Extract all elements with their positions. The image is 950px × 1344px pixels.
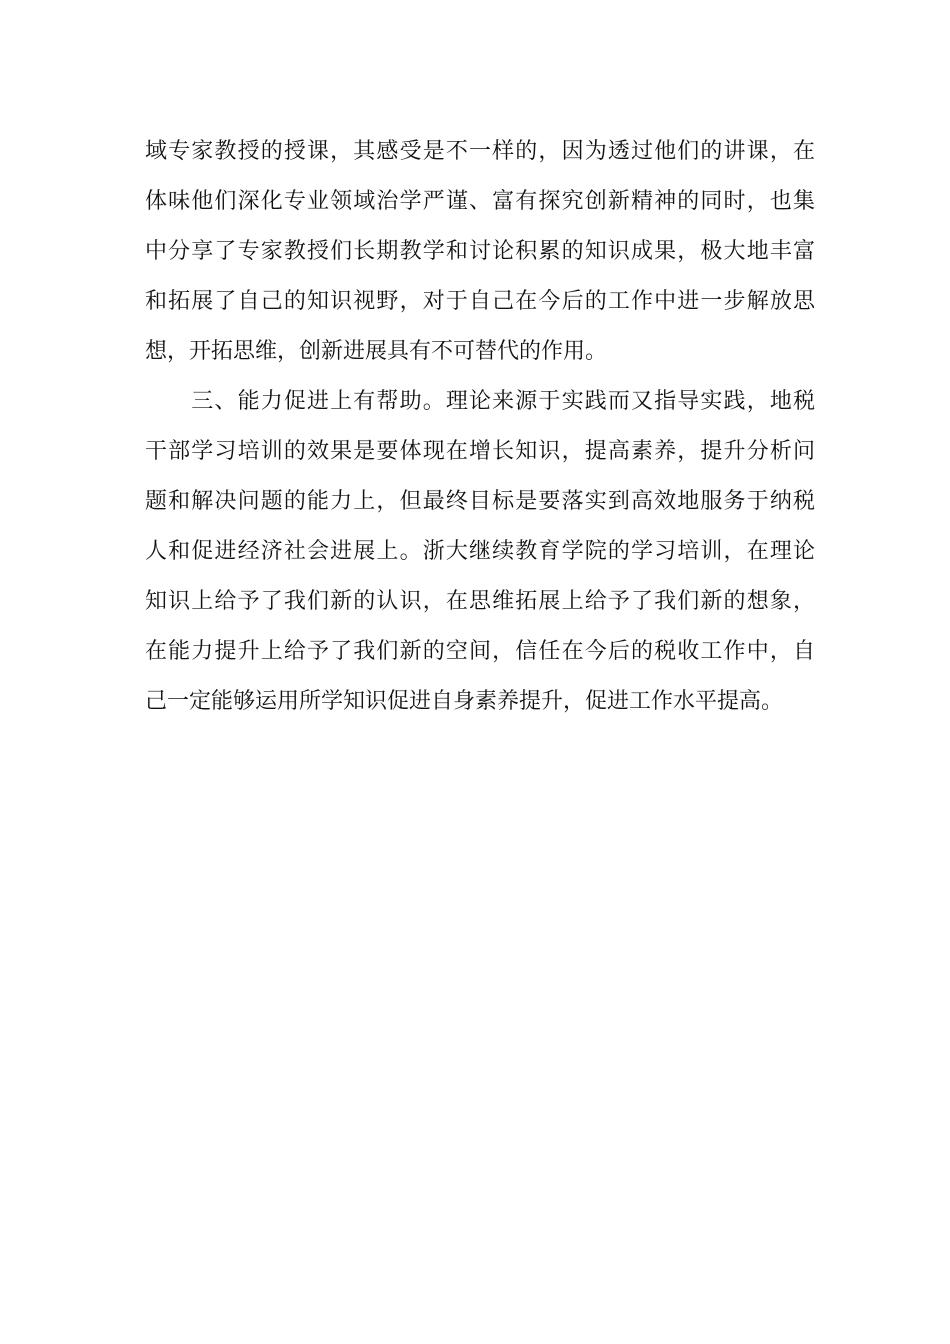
paragraph-line: 在能力提升上给予了我们新的空间，信任在今后的税收工作中，自 — [145, 639, 815, 664]
paragraph-line: 中分享了专家教授们长期教学和讨论积累的知识成果，极大地丰富 — [145, 239, 815, 264]
paragraph-line: 和拓展了自己的知识视野，对于自己在今后的工作中进一步解放思 — [145, 289, 815, 314]
paragraph-line: 己一定能够运用所学知识促进自身素养提升，促进工作水平提高。 — [145, 689, 784, 714]
paragraph-line: 三、能力促进上有帮助。理论来源于实践而又指导实践，地税 — [145, 389, 815, 414]
paragraph-section-three — [145, 377, 815, 727]
paragraph-line: 干部学习培训的效果是要体现在增长知识，提高素养，提升分析问 — [145, 439, 815, 464]
paragraph-line: 体味他们深化专业领域治学严谨、富有探究创新精神的同时，也集 — [145, 189, 815, 214]
paragraph-continuation — [145, 127, 815, 377]
paragraph-line: 知识上给予了我们新的认识，在思维拓展上给予了我们新的想象， — [145, 589, 815, 614]
paragraph-line: 想，开拓思维，创新进展具有不可替代的作用。 — [145, 339, 608, 364]
paragraph-line: 题和解决问题的能力上，但最终目标是要落实到高效地服务于纳税 — [145, 489, 815, 514]
paragraph-line: 人和促进经济社会进展上。浙大继续教育学院的学习培训，在理论 — [145, 539, 815, 564]
paragraph-line: 域专家教授的授课，其感受是不一样的，因为透过他们的讲课，在 — [145, 139, 815, 164]
